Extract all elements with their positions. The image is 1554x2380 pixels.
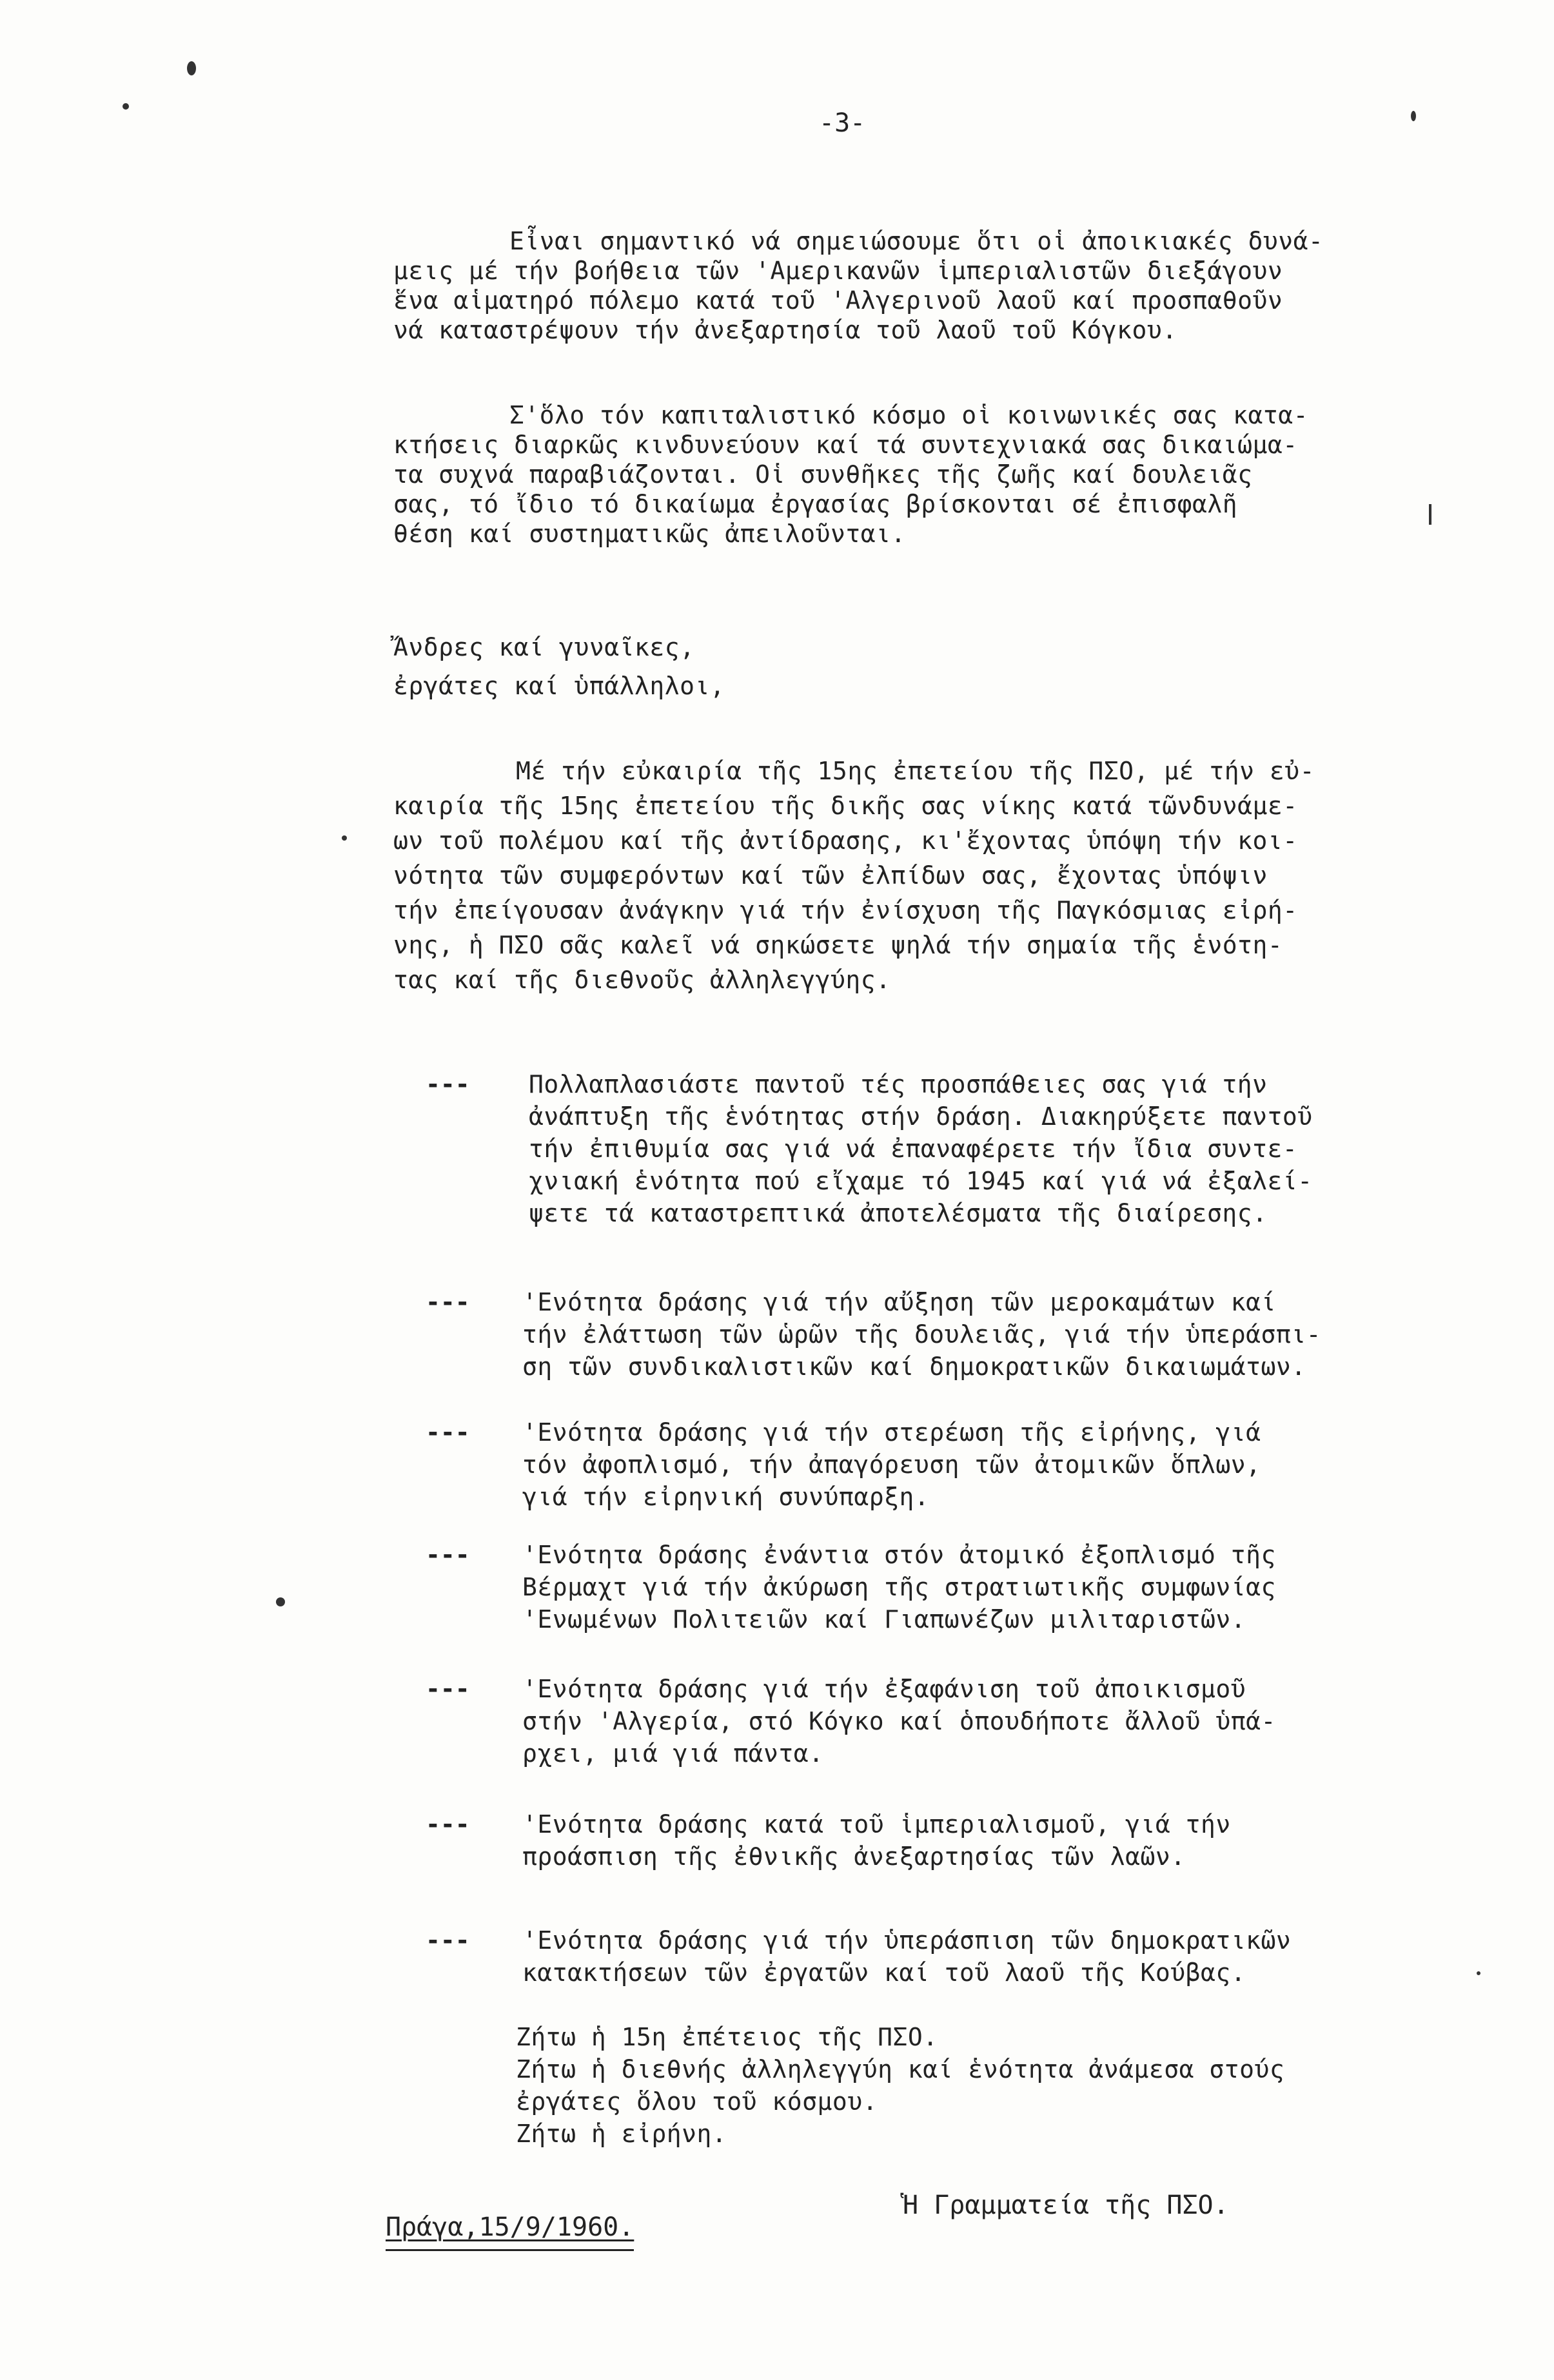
text-line: τήν ἐπείγουσαν ἀνάγκην γιά τήν ἐνίσχυση τῆς Παγκόσμιας εἰρή- (393, 896, 1298, 924)
dash-marker: --- (426, 1288, 470, 1316)
dash-marker: --- (426, 1675, 470, 1703)
text-line: μεις μέ τήν βοήθεια τῶν 'Αμερικανῶν ἱμπεριαλιστῶν διεξάγουν (393, 257, 1283, 285)
scan-artifact (276, 1597, 285, 1606)
scan-artifact (342, 835, 347, 841)
text-line: ρχει, μιά γιά πάντα. (522, 1739, 824, 1768)
text-line: στήν 'Αλγερία, στό Κόγκο καί ὁπουδήποτε ἄλλοῦ ὑπά- (522, 1707, 1276, 1735)
text-line: 'Ενωμένων Πολιτειῶν καί Γιαπωνέζων μιλιταριστῶν. (522, 1605, 1246, 1634)
text-line: 'Ενότητα δράσης γιά τήν αὔξηση τῶν μεροκαμάτων καί (522, 1288, 1276, 1316)
text-line: Βέρμαχτ γιά τήν ἀκύρωση τῆς στρατιωτικῆς συμφωνίας (522, 1573, 1276, 1601)
text-line: ἀνάπτυξη τῆς ἑνότητας στήν δράση. Διακηρύξετε παντοῦ (529, 1102, 1313, 1131)
dash-marker: --- (426, 1810, 470, 1839)
text-line: Εἶναι σημαντικό νά σημειώσουμε ὅτι οἱ ἀποικιακές δυνά- (509, 227, 1324, 255)
text-line: Μέ τήν εὐκαιρία τῆς 15ης ἐπετείου τῆς ΠΣΟ, μέ τήν εὐ- (516, 757, 1315, 785)
text-line: θέση καί συστηματικῶς ἀπειλοῦνται. (393, 520, 906, 548)
text-line: 'Ενότητα δράσης γιά τήν ἐξαφάνιση τοῦ ἀποικισμοῦ (522, 1675, 1246, 1703)
text-line: προάσπιση τῆς ἐθνικῆς ἀνεξαρτησίας τῶν λαῶν. (522, 1842, 1186, 1871)
scan-artifact (1477, 1971, 1480, 1975)
text-line: Ζήτω ἡ εἰρήνη. (516, 2120, 727, 2148)
text-line: ἐργάτες ὅλου τοῦ κόσμου. (516, 2087, 878, 2116)
text-line: νά καταστρέψουν τήν ἀνεξαρτησία τοῦ λαοῦ τοῦ Κόγκου. (393, 316, 1177, 344)
text-line: 'Ενότητα δράσης γιά τήν ὑπεράσπιση τῶν δημοκρατικῶν (522, 1926, 1292, 1955)
text-line: νης, ἡ ΠΣΟ σᾶς καλεῖ νά σηκώσετε ψηλά τήν σημαία τῆς ἑνότη- (393, 931, 1283, 959)
text-line: ἕνα αἱματηρό πόλεμο κατά τοῦ 'Αλγερινοῦ λαοῦ καί προσπαθοῦν (393, 286, 1283, 315)
text-line: ἐργάτες καί ὑπάλληλοι, (393, 672, 725, 700)
text-line: 'Ενότητα δράσης κατά τοῦ ἱμπεριαλισμοῦ, γιά τήν (522, 1810, 1231, 1839)
dash-marker: --- (426, 1541, 470, 1569)
text-line: σας, τό ἴδιο τό δικαίωμα ἐργασίας βρίσκονται σέ ἐπισφαλῆ (393, 490, 1238, 518)
page-number: -3- (819, 108, 866, 138)
dash-marker: --- (426, 1926, 470, 1955)
text-line: Ζήτω ἡ διεθνής ἀλληλεγγύη καί ἑνότητα ἀνάμεσα στούς (516, 2055, 1285, 2083)
text-line: γιά τήν εἰρηνική συνύπαρξη. (522, 1483, 930, 1511)
text-line: χνιακή ἑνότητα πού εἴχαμε τό 1945 καί γιά νά ἐξαλεί- (529, 1167, 1313, 1195)
text-line: καιρία τῆς 15ης ἐπετείου τῆς δικῆς σας νίκης κατά τῶνδυνάμε- (393, 792, 1298, 820)
text-line: Ζήτω ἡ 15η ἐπέτειος τῆς ΠΣΟ. (516, 2023, 938, 2051)
text-line: 'Ενότητα δράσης ἐνάντια στόν ἀτομικό ἐξοπλισμό τῆς (522, 1541, 1276, 1569)
text-line: ψετε τά καταστρεπτικά ἀποτελέσματα τῆς διαίρεσης. (529, 1199, 1268, 1227)
text-line: τας καί τῆς διεθνοῦς ἀλληλεγγύης. (393, 966, 891, 994)
scan-artifact (1429, 504, 1431, 525)
dash-marker: --- (426, 1070, 470, 1098)
scan-artifact (123, 103, 129, 110)
text-line: 'Ενότητα δράσης γιά τήν στερέωση τῆς εἰρήνης, γιά (522, 1418, 1261, 1447)
text-line: κατακτήσεων τῶν ἐργατῶν καί τοῦ λαοῦ τῆς Κούβας. (522, 1958, 1246, 1987)
text-line: τα συχνά παραβιάζονται. Οἱ συνθῆκες τῆς ζωῆς καί δουλειᾶς (393, 460, 1253, 489)
text-line: νότητα τῶν συμφερόντων καί τῶν ἐλπίδων σας, ἔχοντας ὑπόψιν (393, 861, 1268, 890)
text-line: τόν ἀφοπλισμό, τήν ἀπαγόρευση τῶν ἀτομικῶν ὅπλων, (522, 1450, 1261, 1479)
text-line: κτήσεις διαρκῶς κινδυνεύουν καί τά συντεχνιακά σας δικαιώμα- (393, 431, 1298, 459)
dash-marker: --- (426, 1418, 470, 1447)
scan-artifact (1411, 111, 1416, 121)
signature-line: Ἡ Γραμματεία τῆς ΠΣΟ. (903, 2190, 1229, 2220)
scan-artifact (187, 61, 196, 75)
text-line: Ἄνδρες καί γυναῖκες, (393, 633, 695, 661)
text-line: Σ'ὅλο τόν καπιταλιστικό κόσμο οἱ κοινωνικές σας κατα- (509, 401, 1309, 429)
place-date: Πράγα,15/9/1960. (386, 2212, 634, 2242)
text-line: Πολλαπλασιάστε παντοῦ τές προσπάθειες σας γιά τήν (529, 1070, 1268, 1098)
text-line: τήν ἐπιθυμία σας γιά νά ἐπαναφέρετε τήν ἴδια συντε- (529, 1135, 1298, 1163)
text-line: τήν ἐλάττωση τῶν ὡρῶν τῆς δουλειᾶς, γιά τήν ὑπεράσπι- (522, 1320, 1322, 1349)
text-line: ων τοῦ πολέμου καί τῆς ἀντίδρασης, κι'ἔχοντας ὑπόψη τήν κοι- (393, 826, 1298, 855)
text-line: ση τῶν συνδικαλιστικῶν καί δημοκρατικῶν δικαιωμάτων. (522, 1352, 1306, 1381)
